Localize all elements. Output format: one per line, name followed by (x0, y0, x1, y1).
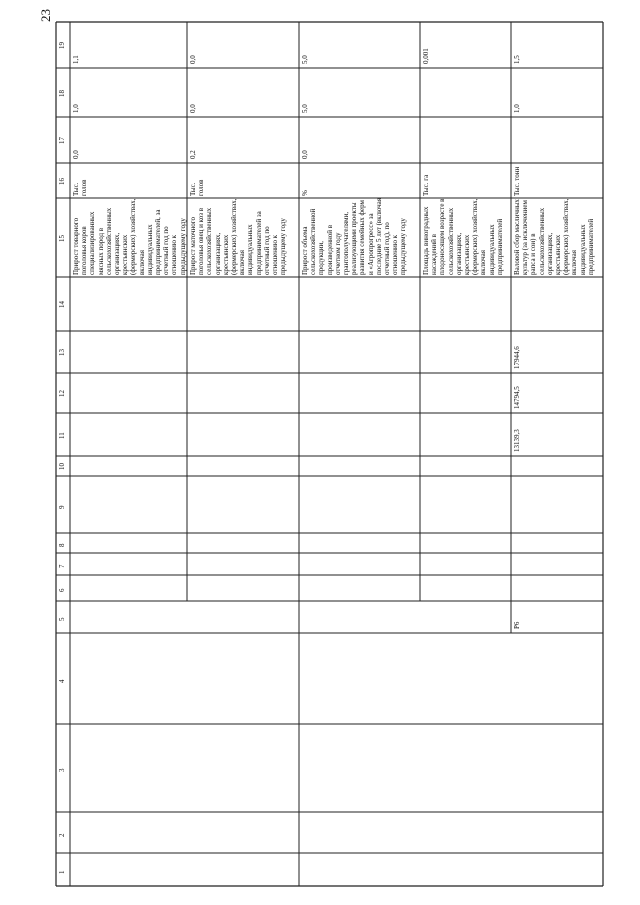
column-number: 11 (58, 431, 66, 439)
column-number: 18 (58, 89, 66, 97)
column-number: 2 (58, 833, 66, 837)
indicator-name: Валовой сбор масличных культур (за исключением рапса и сои) в сельскохозяйственных организациях, крестьянских (фермерских) хозяйствах, включая индивидуальных предпринимателей (513, 198, 595, 275)
unit-label: % (301, 190, 309, 196)
column-number: 6 (58, 588, 66, 592)
column-number: 1 (58, 870, 66, 874)
column-number: 9 (58, 505, 66, 509)
indicator-name: Прирост маточного поголовья овец и коз в сельскохозяйственных организациях, крестьянских (фермерских) хозяйствах, включая индивидуальных предпринимателей за отчетный год по отношению к предыдущему году (189, 198, 288, 275)
unit-label: Тыс. га (422, 174, 430, 196)
cell-value: 5,0 (301, 55, 309, 64)
cell-value: 5,0 (301, 104, 309, 113)
column-number: 17 (58, 137, 66, 144)
cell-value: 0,0 (189, 55, 197, 64)
indicator-name: Площадь виноградных насаждений в плодоносящем возрасте в сельскохозяйственных организациях, крестьянских (фермерских) хозяйствах, включая индивидуальных предпринимателей (422, 198, 504, 275)
column-number: 15 (58, 234, 66, 242)
cell-value: 1,0 (72, 104, 80, 113)
column-number: 10 (58, 463, 66, 470)
unit-label: Тыс. голов (189, 179, 205, 196)
cell-code: Р6 (513, 621, 521, 629)
cell-value: 0,0 (301, 150, 309, 159)
column-number: 19 (58, 42, 66, 49)
column-number: 14 (58, 301, 66, 308)
column-number: 5 (58, 617, 66, 621)
cell-value: 0,2 (189, 150, 197, 159)
column-number: 3 (58, 768, 66, 772)
unit-label: Тыс. голов (72, 179, 88, 196)
cell-value: 1,1 (72, 55, 80, 64)
column-number: 16 (58, 177, 66, 185)
column-number: 13 (58, 349, 66, 356)
column-number: 8 (58, 543, 66, 547)
indicator-name: Прирост товарного поголовья коров специализированных мясных пород в сельскохозяйственных организациях, крестьянских (фермерских) хозяйствах, включая индивидуальных предпринимателей, за отчетный год по отношению к предыдущему году (72, 198, 187, 275)
column-number: 12 (58, 390, 66, 397)
cell-value: 17944,6 (513, 346, 521, 369)
cell-value: 0,0 (72, 150, 80, 159)
cell-value: 0,0 (189, 104, 197, 113)
indicator-name: Прирост объема сельскохозяйственной продукции, произведенной в отчетном году грантополучателями, реализующими проекты развития семейных ферм и «Агропрогресс» за последние 5 лет (включая отчетный год), по отношению к предыдущему году (301, 198, 408, 275)
cell-value: 14794,5 (513, 386, 521, 409)
unit-label: Тыс. тонн (513, 166, 521, 196)
column-number: 4 (58, 679, 66, 683)
page-number: 23 (38, 9, 53, 22)
cell-value: 1,5 (513, 55, 521, 64)
cell-value: 1,0 (513, 104, 521, 113)
cell-value: 0,001 (422, 48, 430, 64)
column-number: 7 (58, 564, 66, 568)
cell-value: 13139,3 (513, 429, 521, 452)
